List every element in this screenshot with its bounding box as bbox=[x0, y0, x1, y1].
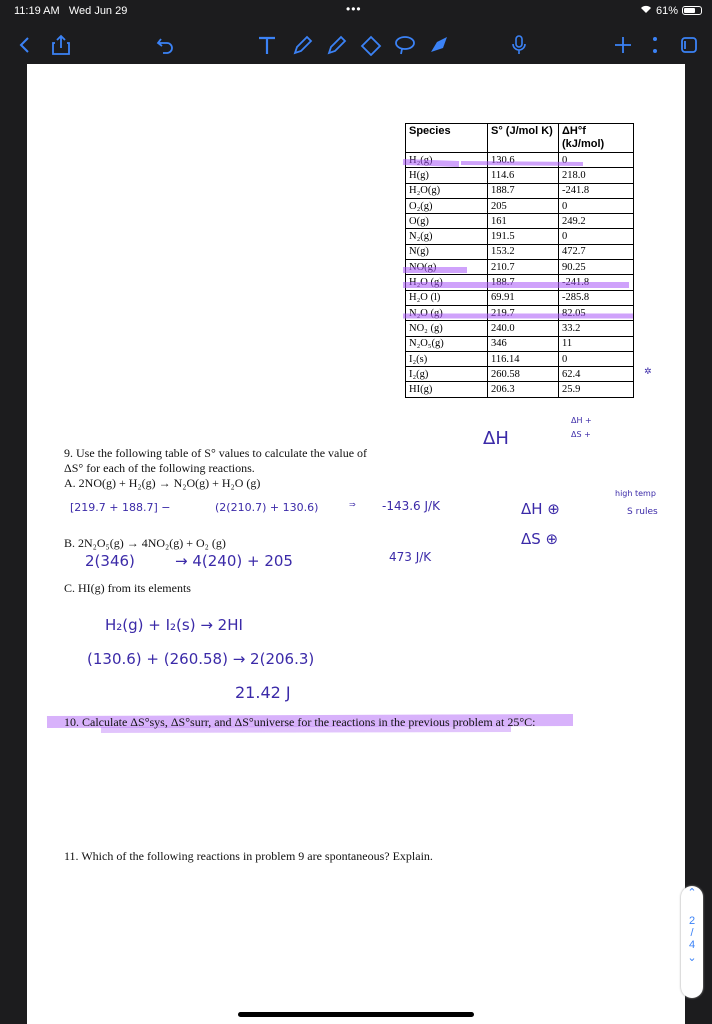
hw-arrow-icon: ⇒ bbox=[349, 500, 356, 509]
eraser-icon[interactable] bbox=[358, 32, 384, 58]
hw-dot: ✲ bbox=[644, 367, 652, 377]
entropy-cell: 346 bbox=[488, 336, 559, 351]
entropy-cell: 153.2 bbox=[488, 244, 559, 259]
enthalpy-cell: 33.2 bbox=[559, 321, 634, 336]
page-up-icon[interactable]: ⌃ bbox=[687, 887, 697, 899]
q10-prompt: 10. Calculate ΔS°sys, ΔS°surr, and ΔS°universe for the reactions in the previous problem at 25°C: bbox=[64, 715, 536, 729]
species-cell: N₂(g) bbox=[406, 229, 488, 244]
pen-icon[interactable] bbox=[290, 32, 316, 58]
page-indicator[interactable] bbox=[681, 886, 703, 998]
hw-note-high-temp: high temp bbox=[615, 489, 656, 498]
entropy-cell: 114.6 bbox=[488, 168, 559, 183]
species-cell: O(g) bbox=[406, 214, 488, 229]
table-highlights bbox=[397, 64, 637, 344]
species-cell: H₂O (g) bbox=[406, 275, 488, 290]
hw-dh-small: ΔH + bbox=[571, 416, 592, 425]
enthalpy-cell: 11 bbox=[559, 336, 634, 351]
status-bar bbox=[0, 0, 712, 22]
battery-percent: 61% bbox=[655, 4, 678, 17]
enthalpy-cell: 472.7 bbox=[559, 244, 634, 259]
status-time: 11:19 AM Wed Jun 29 bbox=[14, 5, 128, 17]
entropy-cell: 219.7 bbox=[488, 305, 559, 320]
entropy-cell: 210.7 bbox=[488, 260, 559, 275]
hw-b-left: 2(346) bbox=[85, 552, 135, 570]
wifi-icon bbox=[640, 4, 652, 17]
species-cell: N(g) bbox=[406, 244, 488, 259]
enthalpy-cell: 25.9 bbox=[559, 382, 634, 397]
hw-ds-small: ΔS + bbox=[571, 430, 591, 439]
q9-part-a: A. 2NO(g) + H₂(g) → N₂O(g) + H₂O (g) bbox=[64, 476, 261, 490]
entropy-cell: 116.14 bbox=[488, 351, 559, 366]
hw-b-right: → 4(240) + 205 bbox=[175, 552, 293, 570]
entropy-cell: 130.6 bbox=[488, 153, 559, 168]
hw-delta-h: ΔH bbox=[483, 428, 509, 449]
pages-icon[interactable] bbox=[676, 32, 702, 58]
hw-c-result: 21.42 J bbox=[235, 683, 291, 702]
enthalpy-cell: 0 bbox=[559, 229, 634, 244]
species-cell: H₂O (l) bbox=[406, 290, 488, 305]
q9-part-b: B. 2N₂O₅(g) → 4NO₂(g) + O₂ (g) bbox=[64, 536, 226, 550]
hw-b-result: 473 J/K bbox=[389, 550, 432, 564]
q9-prompt-line1: 9. Use the following table of S° values to calculate the value of bbox=[64, 446, 368, 460]
species-cell: I₂(s) bbox=[406, 351, 488, 366]
entropy-cell: 260.58 bbox=[488, 367, 559, 382]
table-row bbox=[406, 351, 634, 366]
page-separator: / bbox=[690, 927, 694, 939]
hw-a-calc: [219.7 + 188.7] − bbox=[70, 501, 171, 514]
battery-icon bbox=[682, 6, 702, 15]
species-cell: N₂O₅(g) bbox=[406, 336, 488, 351]
table-row bbox=[406, 367, 634, 382]
entropy-cell: 69.91 bbox=[488, 290, 559, 305]
enthalpy-cell: 82.05 bbox=[559, 305, 634, 320]
species-cell: N₂O (g) bbox=[406, 305, 488, 320]
entropy-cell: 188.7 bbox=[488, 275, 559, 290]
species-cell: H₂O(g) bbox=[406, 183, 488, 198]
hw-ds-plus: ΔS ⊕ bbox=[521, 530, 559, 548]
species-cell: NO₂ (g) bbox=[406, 321, 488, 336]
hw-dh-plus: ΔH ⊕ bbox=[521, 500, 560, 518]
enthalpy-cell: 0 bbox=[559, 198, 634, 213]
add-page-icon[interactable] bbox=[610, 32, 636, 58]
mic-icon[interactable] bbox=[506, 32, 532, 58]
text-tool-icon[interactable] bbox=[254, 32, 280, 58]
entropy-cell: 188.7 bbox=[488, 183, 559, 198]
entropy-cell: 191.5 bbox=[488, 229, 559, 244]
enthalpy-cell: 0 bbox=[559, 351, 634, 366]
entropy-cell: 240.0 bbox=[488, 321, 559, 336]
enthalpy-cell: 218.0 bbox=[559, 168, 634, 183]
more-icon[interactable] bbox=[642, 32, 668, 58]
color-icon[interactable] bbox=[426, 32, 452, 58]
hw-c-equation: H₂(g) + I₂(s) → 2HI bbox=[105, 616, 243, 634]
enthalpy-cell: 62.4 bbox=[559, 367, 634, 382]
home-indicator[interactable] bbox=[238, 1012, 474, 1017]
hw-note-s-rules: S rules bbox=[627, 507, 658, 517]
lasso-icon[interactable] bbox=[392, 32, 418, 58]
entropy-cell: 161 bbox=[488, 214, 559, 229]
multitask-dots[interactable]: ••• bbox=[346, 2, 362, 16]
species-cell: H(g) bbox=[406, 168, 488, 183]
enthalpy-cell: -285.8 bbox=[559, 290, 634, 305]
species-cell: NO(g) bbox=[406, 260, 488, 275]
q11-prompt: 11. Which of the following reactions in problem 9 are spontaneous? Explain. bbox=[64, 849, 433, 863]
col-entropy: S° (J/mol K) bbox=[488, 124, 559, 153]
q9-part-c: C. HI(g) from its elements bbox=[64, 581, 191, 595]
entropy-cell: 205 bbox=[488, 198, 559, 213]
enthalpy-cell: -241.8 bbox=[559, 275, 634, 290]
species-cell: O₂(g) bbox=[406, 198, 488, 213]
undo-icon[interactable] bbox=[152, 32, 178, 58]
col-enthalpy: ΔH°f (kJ/mol) bbox=[559, 124, 634, 153]
status-right bbox=[640, 4, 702, 17]
enthalpy-cell: 249.2 bbox=[559, 214, 634, 229]
entropy-cell: 206.3 bbox=[488, 382, 559, 397]
toolbar bbox=[0, 24, 712, 64]
enthalpy-cell: 90.25 bbox=[559, 260, 634, 275]
hw-a-result: -143.6 J/K bbox=[382, 499, 440, 513]
species-cell: HI(g) bbox=[406, 382, 488, 397]
document-page[interactable] bbox=[27, 64, 685, 1024]
species-cell: H₂(g) bbox=[406, 153, 488, 168]
hw-c-calc: (130.6) + (260.58) → 2(206.3) bbox=[87, 650, 315, 668]
hw-a-calc2: (2(210.7) + 130.6) bbox=[215, 501, 319, 514]
table-row bbox=[406, 382, 634, 397]
col-species: Species bbox=[406, 124, 488, 153]
page-current: 2 bbox=[688, 915, 696, 927]
highlighter-icon[interactable] bbox=[324, 32, 350, 58]
species-cell: I₂(g) bbox=[406, 367, 488, 382]
enthalpy-cell: -241.8 bbox=[559, 183, 634, 198]
page-down-icon[interactable]: ⌄ bbox=[687, 952, 697, 964]
q9-prompt-line2: ΔS° for each of the following reactions. bbox=[64, 461, 255, 475]
page-total: 4 bbox=[688, 939, 696, 951]
enthalpy-cell: 0 bbox=[559, 153, 634, 168]
share-icon[interactable] bbox=[48, 32, 74, 58]
back-icon[interactable] bbox=[12, 32, 38, 58]
